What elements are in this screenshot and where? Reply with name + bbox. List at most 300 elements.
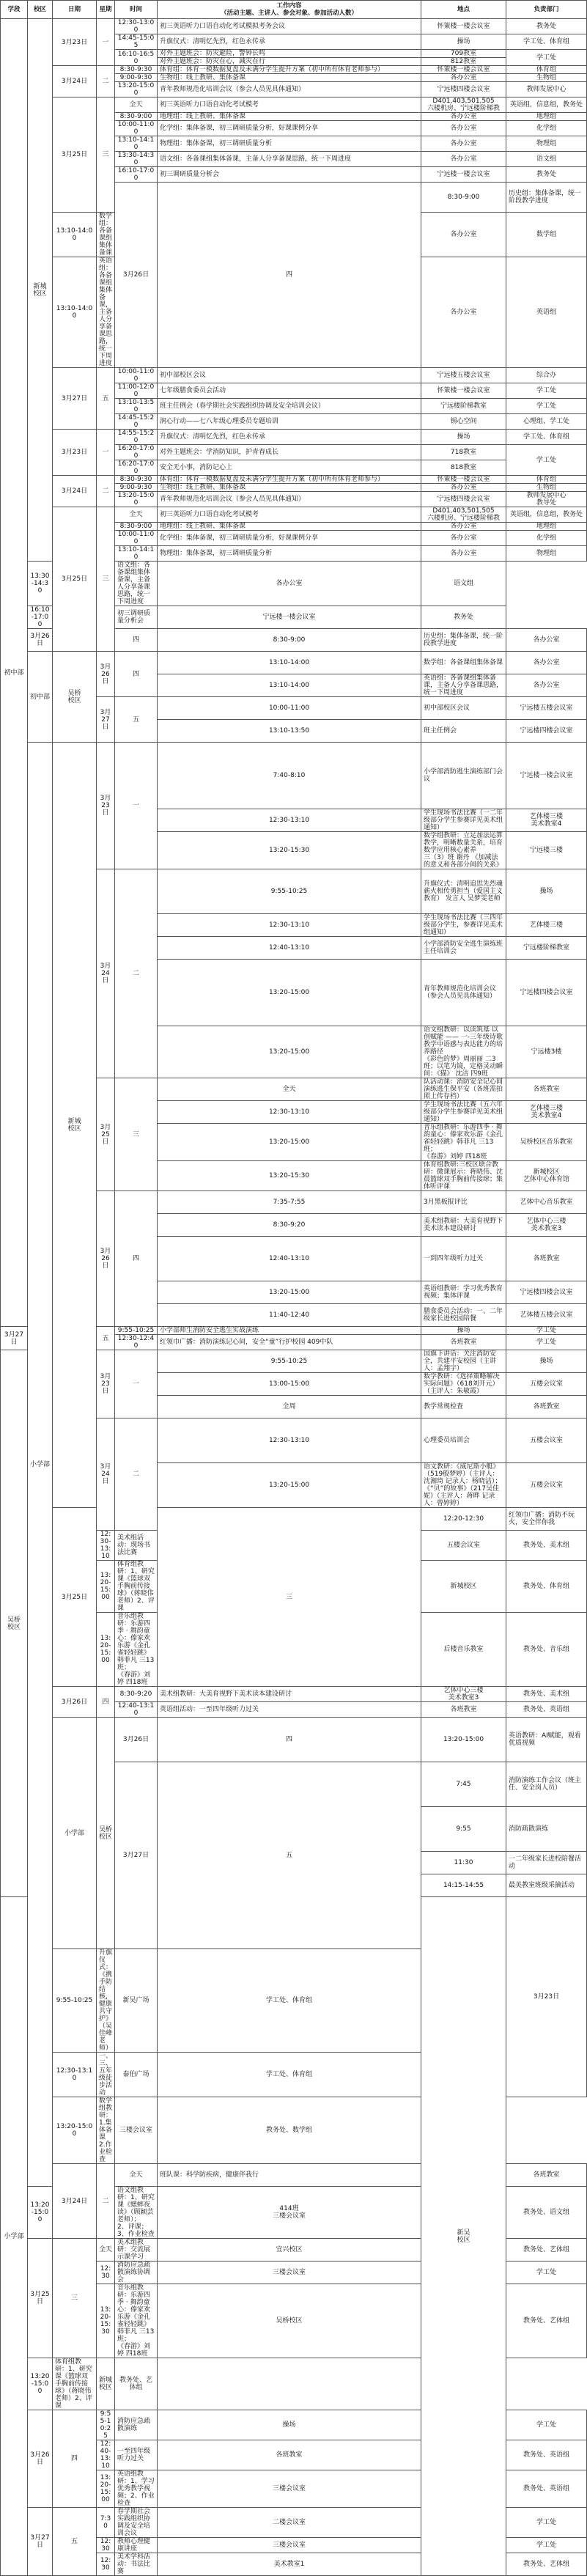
- table-cell: 13:10-14:00: [53, 257, 97, 368]
- table-cell: 美术组活动：现场书法比赛: [115, 1531, 158, 1561]
- table-cell: 3月24日: [53, 66, 97, 97]
- table-cell: 美术组教研：交流展示课学习: [115, 2239, 158, 2262]
- table-cell: 12:30-13:10: [158, 1418, 421, 1463]
- table-cell: 各办公室: [421, 213, 506, 257]
- table-cell: 8:30-9:00: [421, 183, 506, 213]
- table-cell: 地理组：线上教研、集体备课: [158, 523, 421, 531]
- table-cell: 五: [158, 1762, 421, 1949]
- table-cell: 五楼会议室: [506, 1418, 587, 1463]
- table-cell: 消防演练工作会议（班主任、安全岗人员）: [506, 1762, 587, 1807]
- table-cell: 艺体楼三楼: [506, 914, 587, 937]
- table-cell: 润心行动——七八年级心理委员专题培训: [158, 414, 421, 430]
- table-cell: 3月26日: [53, 1687, 97, 1718]
- table-cell: 学生现场书法比赛（三四年级部分学生，参赛详见美术组通知）: [421, 914, 506, 937]
- table-cell: 教务处、语文组: [506, 2187, 587, 2239]
- table-cell: 学生现场书法比赛（一二年级部分学生参赛详见美术组通知）: [421, 809, 506, 832]
- table-cell: 各班教室: [506, 1078, 587, 1101]
- table-cell: 3月26日: [28, 629, 53, 652]
- table-cell: 12:40-13:10: [115, 1702, 158, 1718]
- table-cell: 四: [158, 1718, 421, 1762]
- table-cell: 16:10-16:50: [115, 50, 158, 66]
- table-cell: 英语组：各备课组集体备课，主备人分享备课思路，统一下周进度: [97, 257, 115, 368]
- table-cell: 地理组: [506, 523, 587, 531]
- table-cell: 学工处: [506, 1335, 587, 1350]
- table-cell: 学工处、体育组: [506, 430, 587, 445]
- table-cell: 10:00-11:00: [115, 531, 158, 546]
- table-cell: 五楼会议室: [421, 1531, 506, 1561]
- table-cell: 全天: [115, 97, 158, 113]
- table-cell: 13:20-15:30: [97, 2284, 115, 2358]
- table-row: [1, 66, 587, 74]
- table-cell: 化学组：集体备课，初三调研质量分析，好课课例分享: [158, 121, 421, 136]
- table-cell: 3月26日: [97, 652, 115, 697]
- table-cell: 3月26日: [28, 2410, 53, 2508]
- table-cell: 3月23日: [506, 1897, 587, 2097]
- table-cell: 艺体楼三楼 美术教室4: [506, 809, 587, 832]
- table-cell: 化学组：集体备课，初三调研质量分析，好课课例分享: [158, 531, 421, 546]
- table-cell: 3月24日: [53, 2164, 97, 2239]
- table-cell: 8:30-9:00: [158, 629, 421, 652]
- table-cell: 各办公室: [421, 484, 506, 492]
- table-row: [1, 652, 587, 674]
- table-cell: 3月27日: [97, 697, 115, 743]
- table-cell: 13:20-15:30: [158, 1161, 421, 1191]
- table-cell: 语文组：各备课组集体备课，主备人分享备课思路，统一下周进度: [115, 562, 158, 606]
- table-cell: 12:30-13:10: [97, 1531, 115, 1561]
- table-cell: 414班 三楼会议室: [158, 2187, 421, 2239]
- table-cell: 新城校区: [421, 1561, 506, 1613]
- table-cell: 11:00-12:00: [115, 383, 158, 399]
- table-row: [1, 1508, 587, 1531]
- table-cell: 14:55-15:20: [115, 430, 158, 445]
- table-cell: 12:30: [97, 2262, 115, 2284]
- table-cell: 五楼会议室: [506, 1463, 587, 1508]
- table-cell: 三: [53, 2239, 97, 2358]
- table-cell: 12:40-13:10: [97, 2440, 115, 2470]
- table-cell: 怀策楼一楼会议室: [421, 383, 506, 399]
- table-cell: 3月27日: [53, 368, 97, 430]
- table-cell: 3月23日: [53, 19, 97, 66]
- table-cell: 美术学科活动：书法比赛: [115, 2553, 158, 2576]
- table-cell: 宁远楼四楼会议室: [506, 1281, 587, 1304]
- table-cell: 数学组：各备课组集体备课: [97, 213, 115, 257]
- table-cell: 7:30: [97, 2508, 115, 2538]
- table-cell: 英语组：各备课组集体备课，主备人分享备课思路，统一下周进度: [421, 674, 506, 697]
- table-cell: 初三英语听力口语自动化考试模考: [158, 507, 421, 523]
- table-cell: 8:30-9:30: [115, 476, 158, 484]
- table-cell: 宁远楼阶梯教室: [421, 399, 506, 414]
- table-cell: 班主任例会（春学期社会实践组织协调及安全培训会议）: [158, 399, 421, 414]
- table-cell: 13:20-15:00: [28, 2358, 53, 2410]
- table-cell: 艺体楼五楼会议室: [506, 1304, 587, 1327]
- table-cell: 三楼会议室: [158, 2538, 421, 2553]
- table-row: [1, 19, 587, 34]
- table-cell: 10:00-11:00: [115, 121, 158, 136]
- table-cell: 语文组: [506, 152, 587, 167]
- table-cell: 新吴广场: [115, 1949, 158, 2053]
- table-cell: 升旗仪式：《携手防结核，健康共守护》（吴佳峰老师）: [97, 1949, 115, 2053]
- table-cell: 操场: [158, 2410, 421, 2440]
- table-row: [1, 1718, 587, 1762]
- table-cell: 一: [115, 1350, 158, 1418]
- table-cell: 8:30-9:00: [115, 523, 158, 531]
- table-cell: 3月26日: [115, 183, 158, 368]
- table-cell: 812教室: [421, 58, 506, 66]
- table-cell: 新城校区 艺体中心体育馆: [506, 1161, 587, 1191]
- table-cell: 各班教室: [421, 1702, 506, 1718]
- table-cell: 艺体中心三楼 美术教室3: [421, 1687, 506, 1702]
- table-cell: 操场: [421, 1327, 506, 1335]
- table-cell: 8:30-9:30: [115, 66, 158, 74]
- table-cell: 各办公室: [421, 74, 506, 82]
- table-cell: 13:00-15:00: [158, 1373, 421, 1396]
- table-cell: 三: [97, 507, 115, 652]
- table-cell: 宁远楼3楼: [506, 1026, 587, 1078]
- table-cell: 宁远楼五楼会议室: [421, 368, 506, 383]
- table-cell: 四: [115, 629, 158, 652]
- table-cell: 各办公室: [506, 652, 587, 674]
- table-cell: 13:10-13:50: [158, 720, 421, 743]
- table-cell: 膳食委员会活动：一、二年级家长进校园陪餐: [421, 1304, 506, 1327]
- table-cell: 红领巾广播：消防不玩火，安全伴你我: [506, 1508, 587, 1531]
- table-cell: 地理组: [506, 113, 587, 121]
- table-cell: 体育组教研：1、研究课《篮球双手胸前传接球》（蒋晓伟老师）2、评课: [53, 2358, 97, 2410]
- table-row: [1, 1687, 587, 1702]
- table-cell: 英语组，信息组，教务处: [506, 507, 587, 523]
- table-cell: 3月23日: [53, 430, 97, 476]
- table-cell: 泰伯广场: [115, 2053, 158, 2097]
- table-cell: 13:20-15:00: [158, 1026, 421, 1078]
- table-cell: 一二年级家长进校陪餐活动: [506, 1852, 587, 1874]
- table-cell: 班队课：科学防疾病，健康伴我行: [158, 2164, 421, 2187]
- table-cell: 初三调研质量分析会: [158, 167, 421, 183]
- table-cell: 英语组: [506, 257, 587, 368]
- table-cell: 各办公室: [506, 629, 587, 652]
- table-cell: 三: [158, 1508, 421, 1687]
- table-cell: 3月23日: [97, 1350, 115, 1418]
- table-header: [1, 1, 587, 19]
- table-cell: 生物组: [506, 74, 587, 82]
- table-cell: 13:20-15:00: [97, 2470, 115, 2508]
- table-cell: 最美教室班级采摘活动: [506, 1874, 587, 1897]
- table-cell: 生物组: [506, 484, 587, 492]
- table-cell: 14:15-14:55: [421, 1874, 506, 1897]
- table-cell: 四: [115, 1191, 158, 1327]
- header-weekday: 星期: [97, 1, 115, 19]
- table-cell: 全天: [158, 1078, 421, 1101]
- table-cell: 英语组，信息组，教务处: [506, 97, 587, 113]
- table-cell: 学工处: [506, 50, 587, 66]
- table-cell: 3月24日: [97, 869, 115, 1078]
- table-cell: 3月26日: [97, 1191, 115, 1327]
- table-cell: 3月25日: [28, 2239, 53, 2358]
- table-cell: 13:20-15:00: [53, 2097, 97, 2164]
- table-cell: 11:40-12:40: [158, 1304, 421, 1327]
- table-cell: 初中部校区会议: [158, 368, 421, 383]
- table-cell: 红领巾广播：消防演练记心间，安全“童”行护校园 409中队: [158, 1335, 421, 1350]
- table-cell: 吴桥 校区: [1, 1350, 28, 1897]
- table-cell: 对外主题班会：防灾在心，减灾在行: [158, 58, 421, 66]
- table-cell: 操场: [421, 34, 506, 50]
- table-cell: 英语组教研：学习优秀教育视频；集体评课: [421, 1281, 506, 1304]
- table-cell: 青年教师规范化培训会议（参会人员见具体通知）: [421, 960, 506, 1026]
- table-cell: 物理组: [506, 136, 587, 152]
- table-cell: 物理组：集体备课，初三调研质量分析: [158, 546, 421, 562]
- table-cell: 吴桥校区音乐教室: [506, 1124, 587, 1161]
- table-cell: 全天: [115, 2164, 158, 2187]
- table-cell: 8:30-9:00: [115, 113, 158, 121]
- table-cell: 全周: [158, 1396, 421, 1418]
- table-cell: 操场: [506, 869, 587, 914]
- table-cell: 体育组教研:三校区联合教研：微课展示：蒋晓伟、沈晨篮球双手胸前传接球；集体听评课: [421, 1161, 506, 1191]
- table-cell: 三楼会议室: [158, 2262, 421, 2284]
- table-cell: 12:40-13:10: [158, 937, 421, 960]
- table-cell: 二: [115, 869, 158, 1078]
- table-cell: 体育组：体育一模数据复盘及未满分学生提升方案（初中所有体育老师参与）: [158, 476, 421, 484]
- table-cell: 心理组、学工处: [506, 414, 587, 430]
- table-cell: 12:30: [97, 2538, 115, 2553]
- table-cell: 学工处: [506, 399, 587, 414]
- table-cell: 吴桥校区: [158, 2284, 421, 2358]
- table-cell: 各办公室: [421, 136, 506, 152]
- header-time: 时间: [115, 1, 158, 19]
- table-cell: 初中部: [1, 19, 28, 1327]
- table-cell: 青年教师规范化培训会议（参会人员见具体通知）: [158, 492, 421, 507]
- table-cell: 宁远楼一楼会议室: [421, 167, 506, 183]
- table-cell: 二: [97, 2164, 115, 2239]
- table-cell: 对外主题班会：学消防知识，护青春成长: [158, 445, 421, 460]
- table-cell: 9:55-10:25: [97, 2410, 115, 2440]
- table-cell: 12:30-13:10: [158, 809, 421, 832]
- table-cell: 小学部师生消防安全逃生实战演练: [158, 1327, 421, 1335]
- table-cell: 全天: [97, 2239, 115, 2262]
- table-cell: 13:20-15:00: [97, 1613, 115, 1687]
- table-cell: 12:40-13:10: [158, 1237, 421, 1281]
- table-cell: 各办公室: [506, 674, 587, 697]
- table-cell: 三楼会议室: [158, 2470, 421, 2508]
- table-cell: 教务处、数学组: [158, 2097, 421, 2164]
- table-cell: 四: [97, 1687, 115, 1718]
- table-cell: 升旗仪式：清明追思先烈魂 薪火相传勇担当（爱国主义教育） 发言人 吴梦雯老师: [421, 869, 506, 914]
- table-cell: 宁远楼四楼会议室: [421, 492, 506, 507]
- header-content: 工作内容 （活动主题、主讲人、参会对象、参加活动人数）: [158, 1, 421, 19]
- table-cell: 数学组：各备课组集体备课: [421, 652, 506, 674]
- table-cell: 心理委员培训会: [421, 1418, 506, 1463]
- table-cell: 小学部: [28, 743, 53, 2187]
- table-cell: 小学部消防安全逃生演练班主任培训会: [421, 937, 506, 960]
- table-cell: 9:55-10:25: [158, 1350, 421, 1373]
- table-cell: 五: [97, 1327, 115, 1350]
- table-cell: 班主任例会: [421, 720, 506, 743]
- table-cell: 艺体中心三楼 美术教室3: [506, 1214, 587, 1237]
- header-department: 负责部门: [506, 1, 587, 19]
- table-row: [1, 368, 587, 383]
- table-cell: 英语教研：AI赋能，观看优质视频: [506, 1718, 587, 1762]
- table-cell: 新吴 校区: [421, 1897, 506, 2576]
- table-cell: 对外主题班会：防灾避险，警钟长鸣: [158, 50, 421, 58]
- table-cell: 五: [97, 368, 115, 430]
- table-cell: 小学部消防逃生演练部门会议: [421, 743, 506, 809]
- table-cell: 数学组: [506, 213, 587, 257]
- table-cell: 艺体中心音乐教室: [506, 1191, 587, 1214]
- table-cell: 学工处、体育组: [506, 34, 587, 50]
- table-cell: 8:30-9:20: [115, 1687, 158, 1702]
- table-cell: 13:20-15:00: [97, 1561, 115, 1613]
- table-cell: 体育组: [506, 476, 587, 484]
- table-cell: 三: [115, 1078, 158, 1191]
- table-cell: 3月27日: [28, 2508, 53, 2576]
- table-cell: 3月黑板报评比: [421, 1191, 506, 1214]
- table-cell: 二: [115, 1418, 158, 1531]
- table-cell: 一: [97, 19, 115, 66]
- table-cell: 3月27日: [115, 1762, 158, 1949]
- table-cell: 3月23日: [97, 743, 115, 869]
- table-cell: 12:30-13:10: [158, 914, 421, 937]
- table-cell: 锡心空间: [421, 414, 506, 430]
- table-cell: 11:30: [421, 1852, 506, 1874]
- table-cell: 教务处、艺体组: [506, 2284, 587, 2358]
- table-cell: 学工处: [506, 2538, 587, 2553]
- table-cell: D401,403,501,505 六楼机房、宁远楼阶梯教: [421, 507, 506, 523]
- table-cell: 9:00-9:30: [115, 484, 158, 492]
- table-cell: 各班教室: [506, 1237, 587, 1281]
- table-cell: 9:55: [421, 1807, 506, 1852]
- table-cell: 五楼会议室: [506, 1373, 587, 1396]
- table-cell: 历史组：集体备课，统一阶段教学进度: [506, 183, 587, 213]
- table-cell: 3月25日: [53, 507, 97, 652]
- header-stage: 学段: [1, 1, 28, 19]
- table-cell: 各办公室: [421, 113, 506, 121]
- table-cell: 教学常规检查: [421, 1396, 506, 1418]
- table-cell: 音乐组教研：乐游四季 · 舞韵童心：傣家欢乐游《金孔雀轻轻跳》韩菲凡 三13班； 《春游》刘婷 四18班: [115, 2284, 158, 2358]
- table-cell: 体育组: [506, 66, 587, 74]
- table-cell: 教务处: [506, 19, 587, 34]
- table-cell: 安全无小事，消防记心上: [158, 460, 421, 476]
- table-cell: 教务处、英语组: [506, 2470, 587, 2508]
- table-cell: 13:20-15:30: [158, 832, 421, 869]
- table-cell: 宜兴校区: [158, 2239, 421, 2262]
- table-cell: 二: [97, 66, 115, 97]
- table-cell: 国旗下讲话：关注消防安全，共建平安校园（主讲人：孟翔宇）: [421, 1350, 506, 1373]
- table-cell: 13:10-13:50: [115, 399, 158, 414]
- table-cell: 后楼音乐教室: [421, 1613, 506, 1687]
- table-cell: 3月25日: [53, 97, 97, 213]
- table-cell: 升旗仪式：清明忆先烈，红色永传承: [158, 34, 421, 50]
- table-cell: 三楼会议室: [115, 2097, 158, 2164]
- table-cell: 16:10-17:00: [28, 606, 53, 629]
- table-cell: 学工处: [506, 445, 587, 476]
- table-cell: 教师心理健康讲座: [115, 2538, 158, 2553]
- table-cell: 12:30-12:40: [115, 1335, 158, 1350]
- table-cell: 初三英语听力口语自动化考试模拟考务会议: [158, 19, 421, 34]
- table-cell: 化学组: [506, 121, 587, 136]
- table-cell: 学工处: [506, 383, 587, 399]
- table-cell: 全天: [115, 507, 158, 523]
- table-cell: 教务处、艺体组: [506, 2553, 587, 2576]
- table-cell: 生物组：线上教研、集体备课: [158, 74, 421, 82]
- table-cell: 13:20-15:00: [115, 492, 158, 507]
- table-cell: 818教室: [421, 460, 506, 476]
- table-cell: 14:45-15:05: [115, 34, 158, 50]
- table-cell: 初三调研质量分析会: [115, 606, 158, 629]
- table-cell: 二: [97, 476, 115, 507]
- table-cell: 五: [115, 697, 158, 743]
- table-cell: 12:30-13:10: [158, 1101, 421, 1124]
- table-cell: 小学部: [53, 1718, 97, 1949]
- table-cell: 学工处、体育组: [158, 1949, 421, 2053]
- table-cell: 语文组：各备课组集体备课，主备人分享备课思路，统一下周进度: [158, 152, 421, 167]
- table-cell: 9:00-9:30: [115, 74, 158, 82]
- table-cell: 怀策楼一楼会议室: [421, 19, 506, 34]
- table-cell: 初中部: [28, 652, 53, 743]
- table-body: [1, 19, 587, 2576]
- table-cell: 3月27日: [1, 1327, 28, 1350]
- table-cell: 消防应急疏散演练协调会: [115, 2262, 158, 2284]
- table-cell: 各办公室: [421, 121, 506, 136]
- table-cell: 各办公室: [421, 523, 506, 531]
- table-cell: 四: [115, 652, 158, 697]
- table-cell: 四: [158, 183, 421, 368]
- table-cell: 教务处、音乐组: [506, 1613, 587, 1687]
- table-cell: 13:10-14:10: [115, 546, 158, 562]
- table-cell: 教务处、英语组: [506, 1702, 587, 1718]
- table-cell: 9:55-10:25: [158, 869, 421, 914]
- table-cell: 各班教室: [506, 2164, 587, 2187]
- table-cell: 体育组：体育一模数据复盘及未满分学生提升方案（初中所有体育老师参与）: [158, 66, 421, 74]
- table-cell: 教务处、美术组: [506, 1687, 587, 1702]
- table-cell: 消防应急疏散演练: [115, 2410, 158, 2440]
- table-cell: 7:45: [421, 1762, 506, 1807]
- table-cell: 一: [97, 430, 115, 476]
- table-cell: 教务处、美术组: [506, 1531, 587, 1561]
- table-cell: 13:10-14:00: [158, 652, 421, 674]
- table-cell: 宁远楼五楼会议室: [506, 697, 587, 720]
- table-cell: 教务处: [506, 167, 587, 183]
- table-cell: 学工处: [506, 1327, 587, 1335]
- table-cell: 各办公室: [421, 152, 506, 167]
- table-cell: 语文组教研：以读筑基 以创赋能 —— 一-三年级诗歌教学中语感与表达能力的培养路径 《彩色的梦》周丽丽 二3班；以笔为镜，定格灵动瞬间：《猫》 沈洁 四9班: [421, 1026, 506, 1078]
- table-row: [1, 507, 587, 523]
- table-cell: 宁远楼四楼会议室: [421, 82, 506, 97]
- table-cell: 3月26日: [115, 1718, 158, 1762]
- table-cell: 13:20-15:00: [158, 960, 421, 1026]
- table-cell: 13:20-15:00: [158, 1124, 421, 1161]
- table-cell: 10:00-11:00: [115, 368, 158, 383]
- table-cell: 吴桥 校区: [97, 1718, 115, 1949]
- table-cell: 音乐组教研：乐游四季 · 舞韵童心：傣家欢乐游《金孔雀轻轻跳》韩菲凡 三13班； 《春游》刘婷 四18班: [421, 1124, 506, 1161]
- table-cell: 宁远楼四楼会议室: [506, 960, 587, 1026]
- table-cell: 13:30-14:30: [28, 562, 53, 606]
- table-cell: 英语组活动：一至四年级听力过关: [158, 1702, 421, 1718]
- table-cell: 队活动课：消防安全记心间 演练逃生保平安（各班需拍照上传存档）: [421, 1078, 506, 1101]
- table-cell: 春学期社会实践组织协调及安全培训会议: [115, 2508, 158, 2538]
- header-row: [1, 1, 587, 19]
- table-cell: 三: [97, 97, 115, 213]
- table-cell: 16:20-17:00: [115, 445, 158, 460]
- table-cell: 学生现场书法比赛（五六年级部分学生参赛详见美术组通知）: [421, 1101, 506, 1124]
- table-cell: 教务处、艺体组: [506, 2239, 587, 2262]
- table-cell: 音乐组教研：乐游四季 · 舞韵童心：傣家欢乐游《金孔雀轻轻跳》韩菲凡 三13班； 《春游》刘婷 四18班: [115, 1613, 158, 1687]
- table-cell: 各办公室: [421, 546, 506, 562]
- table-cell: 一、三、五年级徒步活动: [97, 2053, 115, 2097]
- table-cell: 7:40-8:10: [158, 743, 421, 809]
- table-cell: 教师发展中心: [506, 82, 587, 97]
- table-cell: 小学部: [1, 1897, 28, 2576]
- table-row: [1, 476, 587, 484]
- table-cell: 生物组：线上教研、集体备课: [158, 484, 421, 492]
- table-cell: 操场: [506, 1350, 587, 1373]
- table-cell: 教务处、英语组: [506, 2440, 587, 2470]
